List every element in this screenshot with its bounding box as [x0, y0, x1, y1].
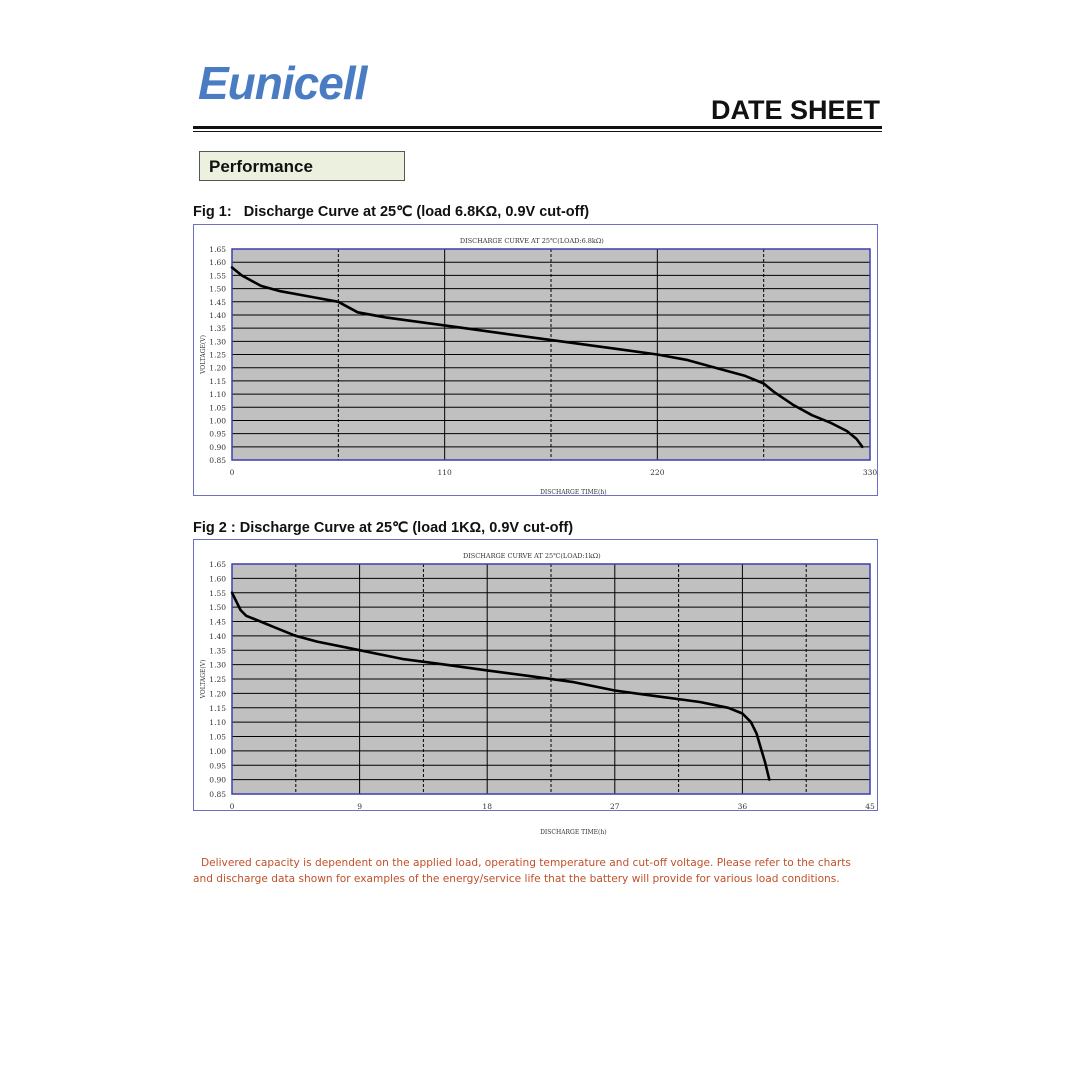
- y-tick-label: 1.40: [209, 310, 226, 320]
- y-tick-label: 1.60: [209, 574, 226, 584]
- y-tick-label: 1.40: [209, 631, 226, 641]
- y-tick-label: 1.20: [209, 363, 226, 373]
- x-axis-label: DISCHARGE TIME(h): [540, 489, 607, 496]
- y-tick-label: 1.65: [209, 245, 226, 254]
- y-tick-label: 1.25: [209, 675, 226, 684]
- y-axis-label: VOLTAGE(V): [200, 335, 207, 374]
- x-tick-label: 45: [865, 802, 875, 811]
- chart-title: DISCHARGE CURVE AT 25℃(LOAD:6.8kΩ): [459, 237, 604, 245]
- y-tick-label: 1.00: [209, 416, 226, 426]
- y-tick-label: 1.55: [209, 588, 226, 598]
- x-tick-label: 0: [229, 468, 235, 477]
- brand-logo: Eunicell: [198, 57, 367, 109]
- y-tick-label: 1.20: [209, 689, 226, 699]
- y-tick-label: 0.85: [209, 456, 226, 465]
- y-tick-label: 0.95: [209, 429, 226, 439]
- y-tick-label: 0.95: [209, 761, 226, 771]
- x-axis-label: DISCHARGE TIME(h): [540, 829, 607, 836]
- chart-2-frame: [193, 539, 878, 836]
- y-tick-label: 1.55: [209, 271, 226, 281]
- x-tick-label: 110: [437, 468, 452, 477]
- figure-2-caption: Fig 2 : Discharge Curve at 25℃ (load 1KΩ, 0.9V cut-off): [193, 520, 574, 536]
- document-title: DATE SHEET: [710, 95, 880, 125]
- y-tick-label: 0.90: [209, 442, 226, 452]
- footnote-text: Delivered capacity is dependent on the applied load, operating temperature and cut-off voltage. Please refer to the charts and discharge data shown for examples of the energy/service life that the battery will provide for various load conditions.: [193, 857, 851, 885]
- chart-1-frame: [193, 224, 878, 496]
- x-tick-label: 18: [482, 802, 492, 811]
- x-tick-label: 330: [862, 468, 878, 477]
- y-tick-label: 1.05: [209, 732, 226, 742]
- chart-1: [194, 225, 879, 497]
- x-tick-label: 0: [229, 802, 235, 811]
- y-tick-label: 1.45: [209, 617, 226, 627]
- section-heading-performance: Performance: [199, 151, 405, 181]
- y-tick-label: 1.00: [209, 746, 226, 756]
- header-rule-thick: [193, 126, 882, 129]
- y-tick-label: 1.15: [209, 703, 226, 713]
- y-tick-label: 1.05: [209, 403, 226, 413]
- x-tick-label: 220: [650, 468, 665, 477]
- y-tick-label: 1.25: [209, 350, 226, 360]
- y-tick-label: 0.85: [209, 790, 226, 799]
- header-rule-thin: [193, 131, 882, 132]
- y-tick-label: 1.15: [209, 376, 226, 386]
- y-tick-label: 1.10: [209, 718, 226, 728]
- footnote: [193, 855, 863, 887]
- y-tick-label: 1.60: [209, 258, 226, 268]
- y-tick-label: 1.35: [209, 324, 226, 334]
- y-tick-label: 0.90: [209, 775, 226, 785]
- y-tick-label: 1.50: [209, 284, 226, 294]
- x-tick-label: 27: [610, 802, 620, 811]
- y-axis-label: VOLTAGE(V): [200, 659, 207, 699]
- y-tick-label: 1.30: [209, 660, 226, 670]
- figure-1-caption: Fig 1: Discharge Curve at 25℃ (load 6.8KΩ, 0.9V cut-off): [193, 204, 590, 220]
- chart-title: DISCHARGE CURVE AT 25℃(LOAD:1kΩ): [463, 552, 601, 560]
- y-tick-label: 1.50: [209, 603, 226, 613]
- y-tick-label: 1.45: [209, 297, 226, 307]
- y-tick-label: 1.35: [209, 646, 226, 656]
- x-tick-label: 36: [737, 802, 748, 811]
- x-tick-label: 9: [357, 802, 362, 811]
- y-tick-label: 1.10: [209, 390, 226, 400]
- chart-2: [194, 540, 879, 837]
- y-tick-label: 1.65: [209, 560, 226, 569]
- y-tick-label: 1.30: [209, 337, 226, 347]
